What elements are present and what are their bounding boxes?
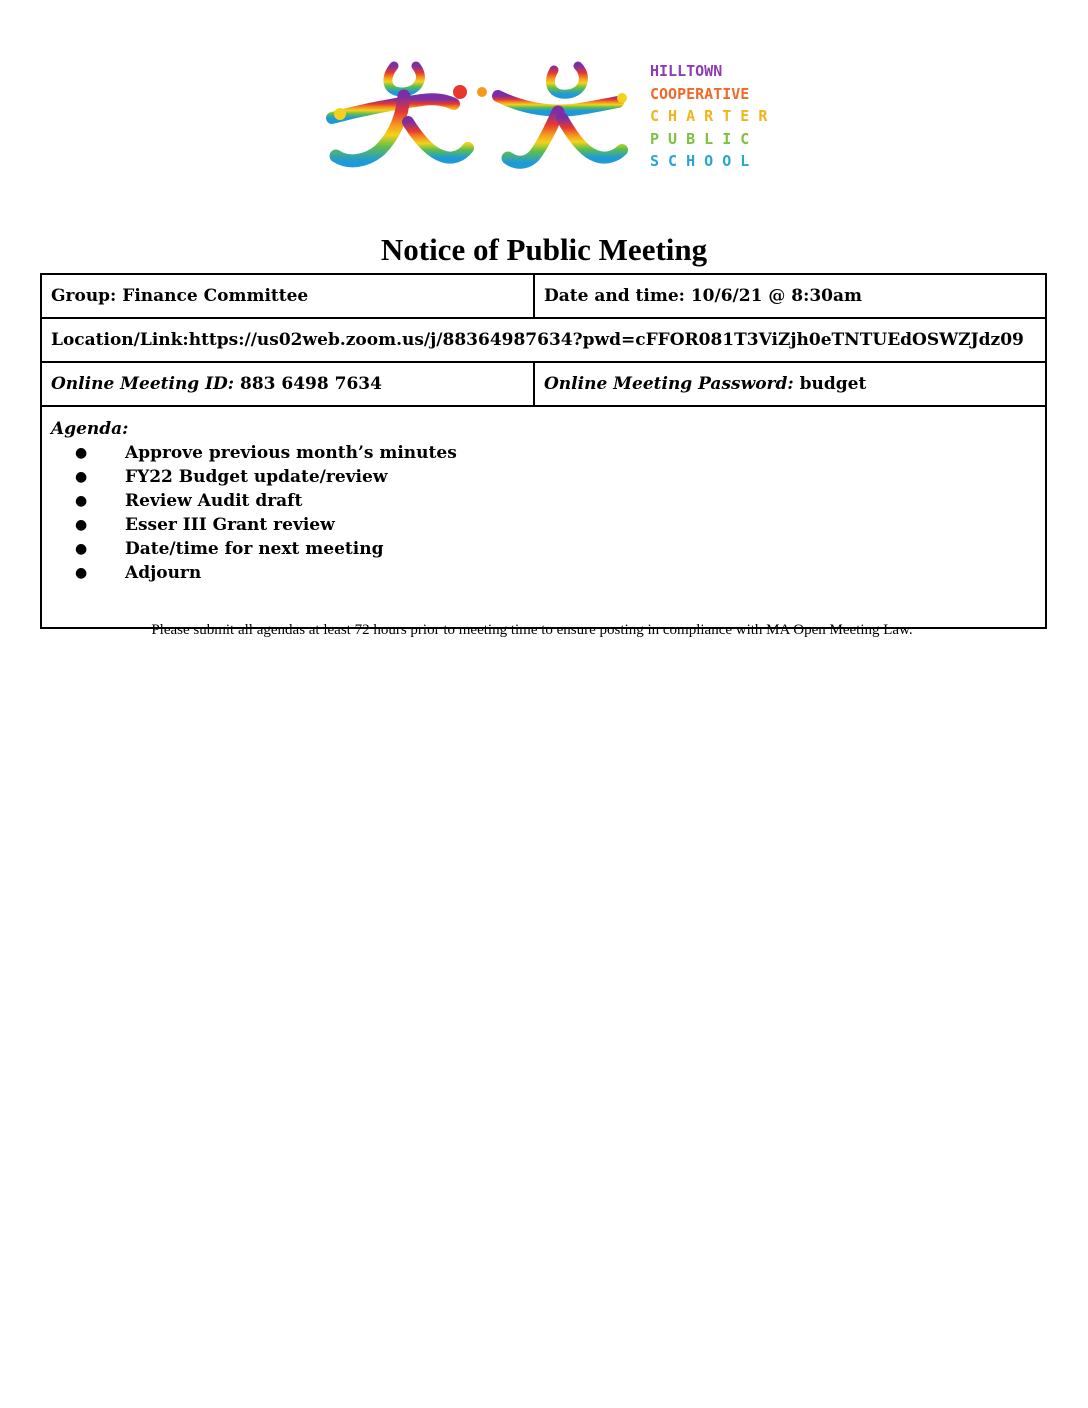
group-cell (41, 274, 534, 318)
logo-line-1: HILLTOWN (650, 62, 723, 80)
bullet-icon: ● (75, 517, 88, 533)
list-item (75, 537, 1036, 561)
table-row (41, 406, 1046, 628)
page-title: Notice of Public Meeting (380, 232, 708, 267)
password-value: budget (799, 374, 867, 394)
meeting-id-value: 883 6498 7634 (240, 374, 382, 394)
datetime-label: Date and time: (544, 286, 685, 306)
datetime-cell (534, 274, 1046, 318)
school-name-wordmark (650, 60, 767, 173)
group-value: Finance Committee (122, 286, 309, 306)
meeting-id-cell (41, 362, 534, 406)
agenda-item-text: Esser III Grant review (125, 515, 335, 535)
password-cell (534, 362, 1046, 406)
agenda-label: Agenda: (51, 419, 129, 439)
group-label: Group: (51, 286, 117, 306)
school-logo (322, 52, 792, 182)
location-label: Location/Link: (51, 330, 189, 350)
footer-note: Please submit all agendas at least 72 hours prior to meeting time to ensure posting in compliance with MA Open Meeting Law. (151, 622, 913, 638)
bullet-icon: ● (75, 565, 88, 581)
agenda-item-text: Review Audit draft (125, 491, 303, 511)
agenda-item-text: Adjourn (125, 563, 202, 583)
logo-line-2: COOPERATIVE (650, 84, 750, 103)
location-link[interactable]: https://us02web.zoom.us/j/88364987634?pwd=cFFOR081T3ViZjh0eTNTUEdOSWZJdz09 (188, 330, 1024, 350)
bullet-icon: ● (75, 445, 88, 461)
logo-line-5: S C H O O L (650, 152, 750, 170)
meeting-id-label: Online Meeting ID: (51, 374, 235, 394)
agenda-item-text: Approve previous month’s minutes (125, 443, 457, 463)
bullet-icon: ● (75, 493, 88, 509)
agenda-cell (41, 406, 1046, 628)
table-row (41, 274, 1046, 318)
list-item (75, 513, 1036, 537)
dancing-figures-logo-icon (322, 52, 632, 182)
table-row (41, 362, 1046, 406)
location-cell (41, 318, 1046, 362)
meeting-info-table (40, 273, 1047, 629)
agenda-item-text: FY22 Budget update/review (125, 467, 388, 487)
list-item (75, 465, 1036, 489)
list-item (75, 489, 1036, 513)
bullet-icon: ● (75, 469, 88, 485)
agenda-list (51, 441, 1036, 585)
list-item (75, 561, 1036, 585)
table-row (41, 318, 1046, 362)
bullet-icon: ● (75, 541, 88, 557)
agenda-item-text: Date/time for next meeting (125, 539, 384, 559)
logo-line-4: P U B L I C (650, 129, 750, 148)
password-label: Online Meeting Password: (544, 374, 794, 394)
list-item (75, 441, 1036, 465)
logo-line-3: C H A R T E R (650, 107, 768, 125)
datetime-value: 10/6/21 @ 8:30am (690, 286, 863, 306)
